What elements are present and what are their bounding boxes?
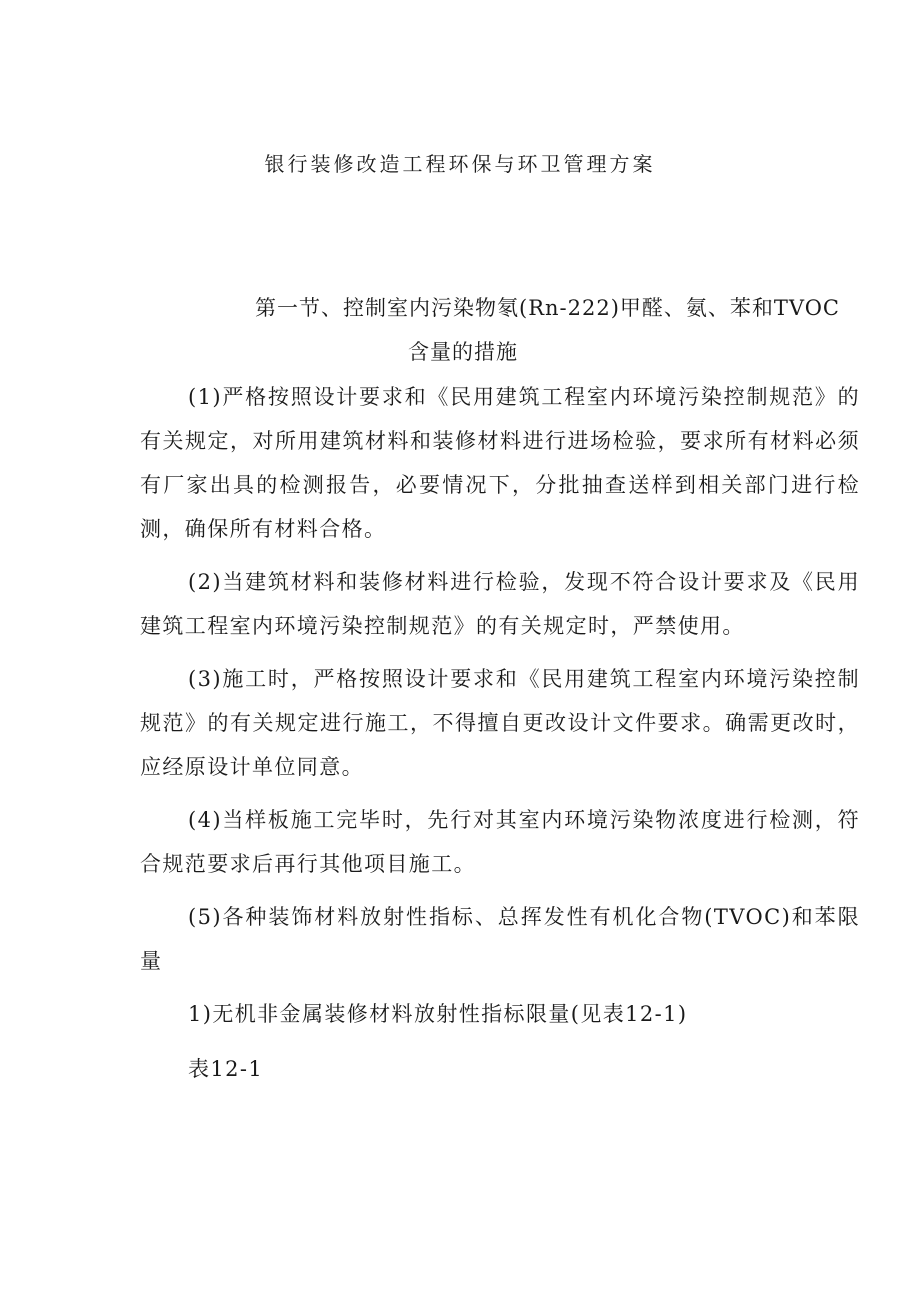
document-body [140,375,860,1102]
paragraph-3: (3)施工时，严格按照设计要求和《民用建筑工程室内环境污染控制规范》的有关规定进行施工，不得擅自更改设计文件要求。确需更改时，应经原设计单位同意。 [140,667,860,779]
paragraph-2: (2)当建筑材料和装修材料进行检验，发现不符合设计要求及《民用建筑工程室内环境污染控制规范》的有关规定时，严禁使用。 [140,570,860,638]
paragraph-1: (1)严格按照设计要求和《民用建筑工程室内环境污染控制规范》的有关规定，对所用建筑材料和装修材料进行进场检验，要求所有材料必须有厂家出具的检测报告，必要情况下，分批抽查送样到相关部门进行检测，确保所有材料合格。 [140,385,860,541]
table-caption: 表12-1 [188,1057,264,1081]
section-title-line-2: 含量的措施 [408,340,518,364]
section-title [255,286,840,374]
paragraph-5: (5)各种装饰材料放射性指标、总挥发性有机化合物(TVOC)和苯限量 [140,905,860,973]
section-title-line-1: 第一节、控制室内污染物氡(Rn-222)甲醛、氨、苯和TVOC [255,296,840,320]
document-title: 银行装修改造工程环保与环卫管理方案 [264,152,656,176]
item-1-text: 1)无机非金属装修材料放射性指标限量(见表12-1) [188,1002,688,1026]
paragraph-4: (4)当样板施工完毕时，先行对其室内环境污染物浓度进行检测，符合规范要求后再行其他项目施工。 [140,808,860,876]
